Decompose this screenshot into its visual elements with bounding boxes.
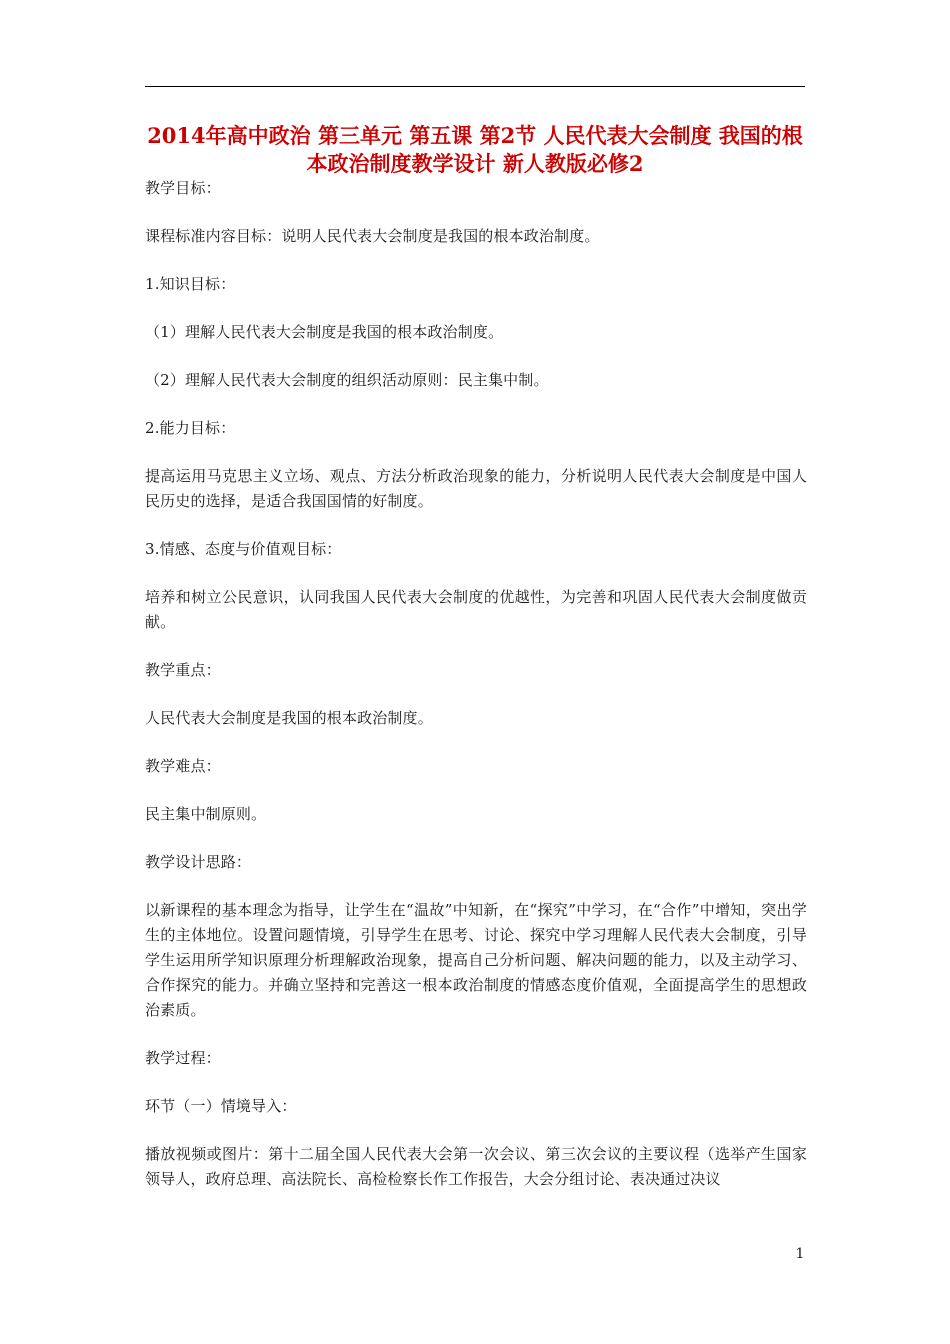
paragraph: 教学设计思路： <box>145 853 252 871</box>
paragraph: 培养和树立公民意识，认同我国人民代表大会制度的优越性，为完善和巩固人民代表大会制度做贡献。 <box>145 588 807 631</box>
paragraph: 环节（一）情境导入： <box>145 1097 297 1115</box>
paragraph: 教学过程： <box>145 1049 221 1067</box>
paragraph: 2.能力目标： <box>145 419 236 437</box>
paragraph: 课程标准内容目标：说明人民代表大会制度是我国的根本政治制度。 <box>145 227 600 245</box>
paragraph: 教学重点： <box>145 661 221 679</box>
paragraph: 教学目标： <box>145 179 221 197</box>
paragraph: 3.情感、态度与价值观目标： <box>145 540 342 558</box>
paragraph: 提高运用马克思主义立场、观点、方法分析政治现象的能力，分析说明人民代表大会制度是中国人民历史的选择，是适合我国国情的好制度。 <box>145 467 807 510</box>
paragraph: 民主集中制原则。 <box>145 805 267 823</box>
paragraph: 播放视频或图片：第十二届全国人民代表大会第一次会议、第三次会议的主要议程（选举产生国家领导人，政府总理、高法院长、高检检察长作工作报告，大会分组讨论、表决通过决议 <box>145 1145 807 1188</box>
paragraph: （2）理解人民代表大会制度的组织活动原则：民主集中制。 <box>145 371 549 389</box>
paragraph: 1.知识目标： <box>145 275 236 293</box>
page-number: 1 <box>795 1246 805 1262</box>
document-body <box>145 176 807 1215</box>
paragraph: 以新课程的基本理念为指导，让学生在“温故”中知新，在“探究”中学习，在“合作”中增知，突出学生的主体地位。设置问题情境，引导学生在思考、讨论、探究中学习理解人民代表大会制度，引导学生运用所学知识原理分析理解政治现象，提高自己分析问题、解决问题的能力，以及主动学习、合作探究的能力。并确立坚持和完善这一根本政治制度的情感态度价值观，全面提高学生的思想政治素质。 <box>145 901 807 1019</box>
paragraph: 教学难点： <box>145 757 221 775</box>
document-title: 2014年高中政治 第三单元 第五课 第2节 人民代表大会制度 我国的根本政治制度教学设计 新人教版必修2 <box>147 123 803 176</box>
header-rule <box>145 86 805 87</box>
paragraph: 人民代表大会制度是我国的根本政治制度。 <box>145 709 433 727</box>
paragraph: （1）理解人民代表大会制度是我国的根本政治制度。 <box>145 323 504 341</box>
